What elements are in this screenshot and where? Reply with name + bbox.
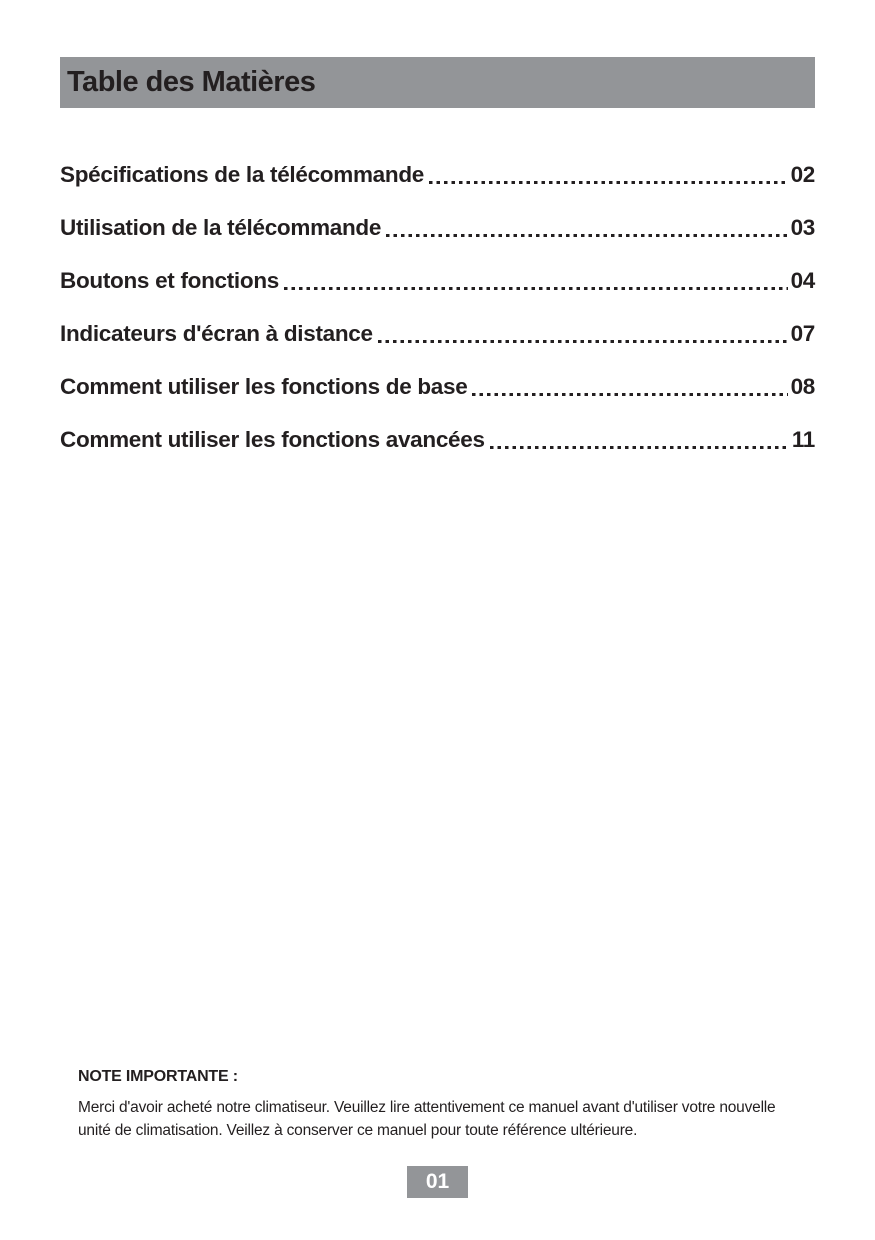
toc-list [60,162,815,480]
dot-leader [429,180,788,184]
note-heading: NOTE IMPORTANTE : [78,1068,238,1085]
dot-leader [378,339,788,343]
toc-entry-page: 07 [790,321,815,346]
toc-entry [60,215,815,241]
toc-entry-label: Comment utiliser les fonctions avancées [60,427,485,452]
toc-entry-page: 08 [790,374,815,399]
page-title: Table des Matières [67,66,316,98]
important-note [78,1068,794,1142]
toc-entry [60,427,815,453]
note-body: Merci d'avoir acheté notre climatiseur. Veuillez lire attentivement ce manuel avant d'utiliser votre nouvelle unité de climatisation. Veillez à conserver ce manuel pour toute référence ultérieure. [78,1099,776,1139]
toc-entry-page: 03 [790,215,815,240]
toc-entry-page: 02 [790,162,815,187]
toc-entry-label: Spécifications de la télécommande [60,162,424,187]
toc-entry-label: Boutons et fonctions [60,268,279,293]
toc-entry-label: Utilisation de la télécommande [60,215,382,240]
page-number: 01 [425,1170,450,1193]
dot-leader [386,233,787,237]
toc-entry-page: 11 [791,427,815,452]
toc-entry [60,321,815,347]
dot-leader [490,445,789,449]
section-title-bar [60,57,815,108]
toc-entry [60,268,815,294]
dot-leader [284,286,788,290]
dot-leader [472,392,787,396]
toc-entry [60,374,815,400]
page-number-badge [407,1166,468,1198]
toc-entry-label: Comment utiliser les fonctions de base [60,374,468,399]
toc-entry [60,162,815,188]
toc-entry-page: 04 [790,268,815,293]
toc-entry-label: Indicateurs d'écran à distance [60,321,373,346]
